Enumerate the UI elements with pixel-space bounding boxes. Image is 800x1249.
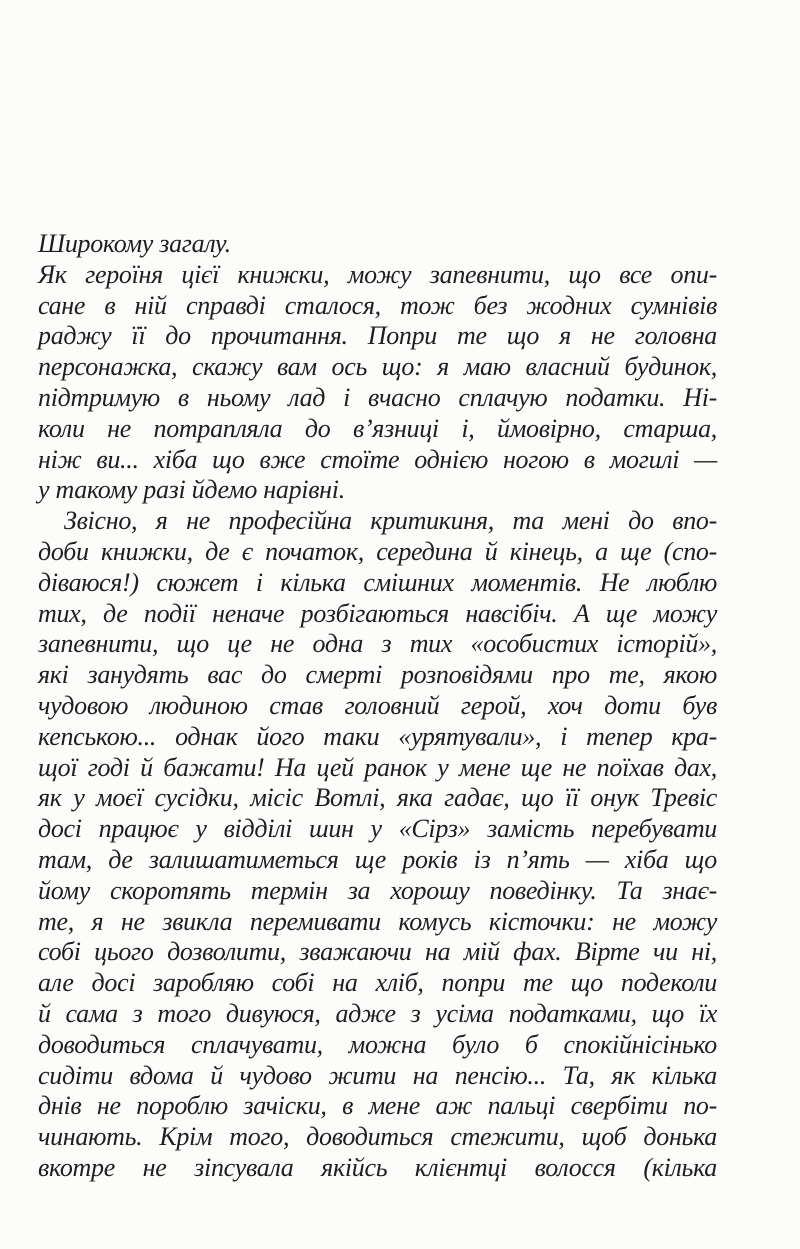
text-line: днів не пороблю зачіски, в мене аж пальці свербіти по- <box>38 1091 717 1121</box>
text-line: собі цього дозволити, зважаючи на мій фах. Вірте чи ні, <box>38 937 717 967</box>
text-line: вкотре не зіпсувала якійсь клієнтці волосся (кілька <box>38 1152 717 1182</box>
paragraph-start-line: Звісно, я не професійна критикиня, та мені до впо- <box>64 506 717 536</box>
text-line: раджу її до прочитання. Попри те що я не головна <box>38 321 717 351</box>
paragraph-end-line: у такому разі йдемо нарівні. <box>38 475 345 505</box>
text-line: й сама з того дивуюся, адже з усіма податками, що їх <box>38 998 717 1028</box>
text-line: доводиться сплачувати, можна було б спокійнісінько <box>38 1029 717 1059</box>
text-line: ніж ви... хіба що вже стоїте однією ногою в могилі — <box>38 444 717 474</box>
salutation-line: Широкому загалу. <box>38 229 231 258</box>
text-line: йому скоротять термін за хорошу поведінку. Та знає- <box>38 875 717 905</box>
text-line: діваюся!) сюжет і кілька смішних моментів. Не люблю <box>38 567 717 597</box>
text-line: які занудять вас до смерті розповідями про те, якою <box>38 660 717 690</box>
text-line: коли не потрапляла до в’язниці і, ймовірно, старша, <box>38 413 717 443</box>
text-line: персонажка, скажу вам ось що: я маю власний будинок, <box>38 352 717 382</box>
text-line: сане в ній справді сталося, тож без жодних сумнівів <box>38 290 717 320</box>
text-line: досі працює у відділі шин у «Сірз» замість перебувати <box>38 814 717 844</box>
text-line: сидіти вдома й чудово жити на пенсію... Та, як кілька <box>38 1060 717 1090</box>
text-line: щої годі й бажати! На цей ранок у мене ще не поїхав дах, <box>38 752 717 782</box>
text-line: там, де залишатиметься ще років із п’ять — хіба що <box>38 844 717 874</box>
text-line: те, я не звикла перемивати комусь кісточки: не можу <box>38 906 717 936</box>
text-line: доби книжки, де є початок, середина й кінець, а ще (спо- <box>38 536 717 566</box>
text-line: чудовою людиною став головний герой, хоч доти був <box>38 690 717 720</box>
text-line: але досі заробляю собі на хліб, попри те що подеколи <box>38 968 717 998</box>
text-line: чинають. Крім того, доводиться стежити, щоб донька <box>38 1122 717 1152</box>
text-line: Як героїня цієї книжки, можу запевнити, що все опи- <box>38 259 717 289</box>
text-line: підтримую в ньому лад і вчасно сплачую податки. Ні- <box>38 382 717 412</box>
text-line: запевнити, що це не одна з тих «особистих історій», <box>38 629 717 659</box>
page-text-block <box>38 229 717 1184</box>
text-line: кепською... однак його таки «урятували», і тепер кра- <box>38 721 717 751</box>
text-line: як у моєї сусідки, місіс Вотлі, яка гадає, що її онук Тревіс <box>38 783 717 813</box>
text-line: тих, де події неначе розбігаються навсібіч. А ще можу <box>38 598 717 628</box>
